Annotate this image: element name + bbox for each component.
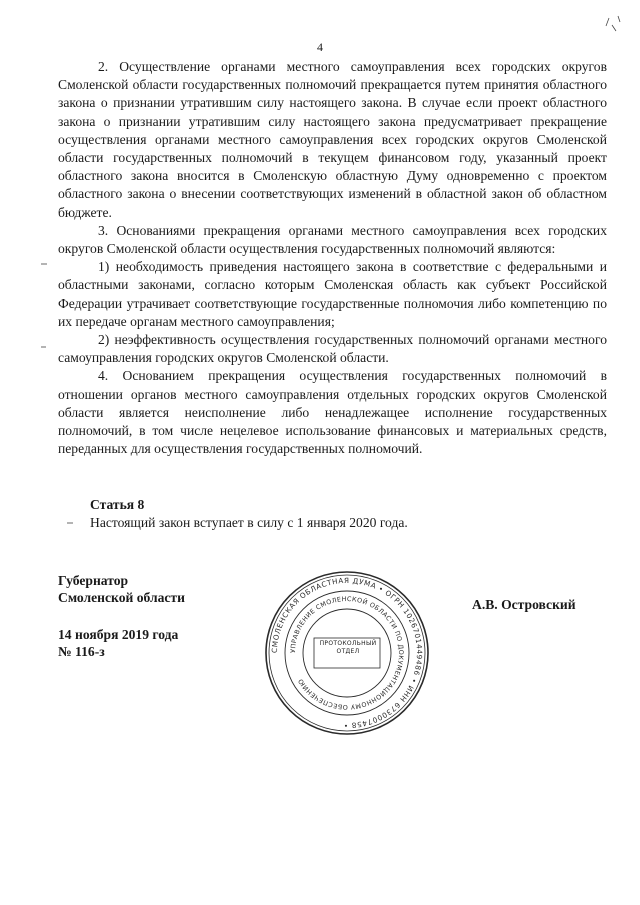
paragraph-4: 4. Основанием прекращения осуществления государственных полномочий в отношении органов местного самоуправления отдельных городских округов Смоленской области является неисполнение либо ненадлежащее исполнение государственных полномочий, в том числе нецелевое использование финансовых и материальных средств, переданных для осуществления государственных полномочий. (58, 368, 607, 457)
document-number: № 116-з (58, 644, 105, 659)
stamp-outer-text: СМОЛЕНСКАЯ ОБЛАСТНАЯ ДУМА • ОГРН 1026701449486 • ИНН 6730007458 • (269, 575, 425, 731)
page-number: 4 (317, 40, 323, 54)
paragraph-2: 2. Осуществление органами местного самоуправления всех городских округов Смоленской области государственных полномочий прекращается путем принятия областного закона о признании утратившим силу настоящего закона. В случае если проект областного закона о признании утратившим силу настоящего закона предусматривает прекращение осуществления органами местного самоуправления всех городских округов Смоленской области государственных полномочий в текущем финансовом году, указанный проект областного закона вносится в Смоленскую областную Думу одновременно с проектом областного закона о внесении соответствующих изменений в областной закон об областном бюджете. (58, 59, 607, 220)
stamp-center-line-1: ПРОТОКОЛЬНЫЙ (319, 640, 377, 647)
list-item-1: 1) необходимость приведения настоящего закона в соответствие с федеральными и областными законами, согласно которым Смоленская область как субъект Российской Федерации утрачивает соответствующие государственные полномочия либо компетенцию по их передаче органам местного самоуправления; (58, 259, 607, 329)
stamp-center-line-2: ОТДЕЛ (336, 648, 360, 655)
scan-mark (612, 25, 616, 31)
position-line-1: Губернатор (58, 573, 129, 588)
document-date: 14 ноября 2019 года (58, 627, 179, 642)
position-line-2: Смоленской области (58, 590, 185, 605)
list-item-2: 2) неэффективность осуществления государственных полномочий органами местного самоуправления городских округов Смоленской области. (58, 332, 607, 366)
article-text: Настоящий закон вступает в силу с 1 января 2020 года. (90, 515, 408, 530)
scan-mark (618, 16, 620, 22)
scan-mark (606, 18, 609, 26)
stamp-inner-text: УПРАВЛЕНИЕ СМОЛЕНСКОЙ ОБЛАСТИ ПО ДОКУМЕНТАЦИОННОМУ ОБЕСПЕЧЕНИЮ (288, 594, 406, 712)
paragraph-3: 3. Основаниями прекращения органами местного самоуправления всех городских округов Смоленской области осуществления государственных полномочий являются: (58, 222, 607, 257)
article-title: Статья 8 (90, 497, 145, 512)
signatory-name: А.В. Островский (472, 597, 576, 612)
